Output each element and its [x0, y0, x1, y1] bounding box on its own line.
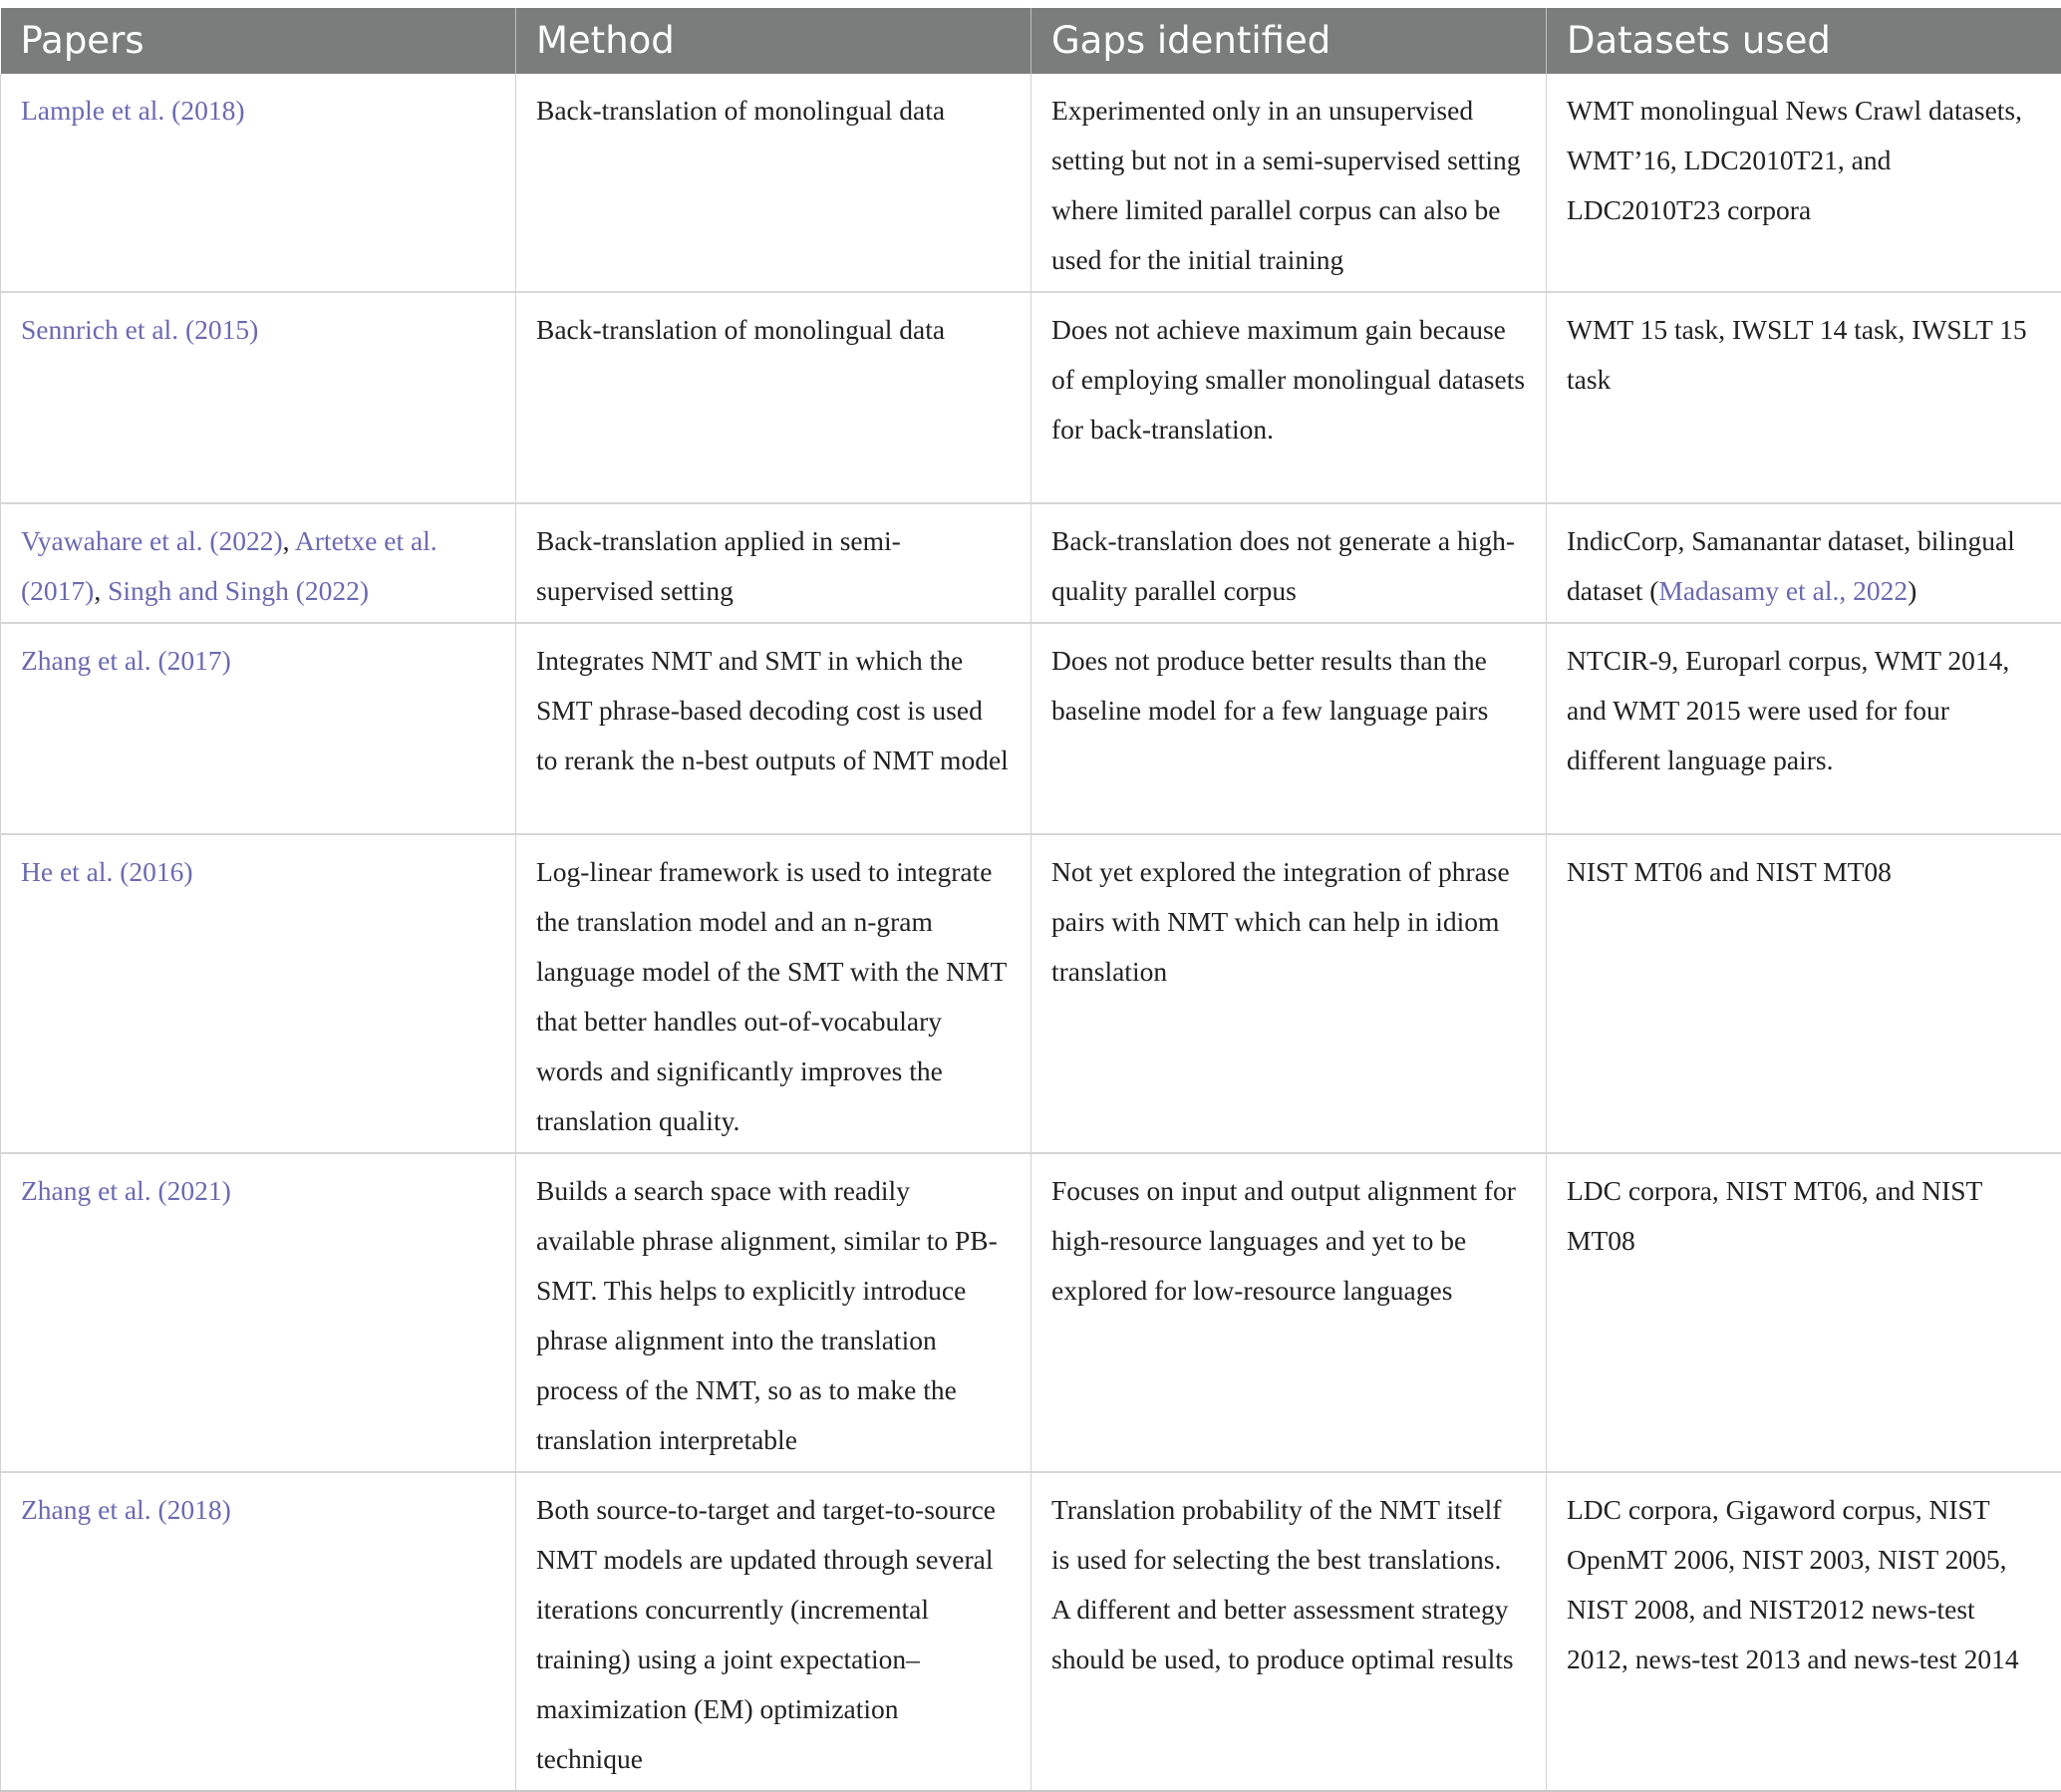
table-row	[1, 1472, 2061, 1791]
table-row	[1, 503, 2061, 623]
method-cell: Integrates NMT and SMT in which the SMT phrase-based decoding cost is used to rerank the n-best outputs of NMT model	[516, 623, 1031, 834]
datasets-cell	[1547, 292, 2061, 503]
datasets-cell	[1547, 503, 2061, 623]
papers-citation-link[interactable]: Artetxe et al. (2017)	[21, 525, 438, 606]
header-papers: Papers	[1, 8, 516, 74]
papers-cell	[1, 623, 516, 834]
table-header	[1, 8, 2061, 74]
papers-citation-link[interactable]: He et al. (2016)	[21, 856, 193, 887]
papers-citation-link[interactable]: Zhang et al. (2017)	[21, 645, 231, 676]
literature-table-container	[0, 8, 2061, 1792]
datasets-citation-link[interactable]: Madasamy et al., 2022	[1658, 575, 1908, 606]
method-cell: Builds a search space with readily available phrase alignment, similar to PB-SMT. This helps to explicitly introduce phrase alignment into the translation process of the NMT, so as to make the translation interpretable	[516, 1153, 1031, 1472]
papers-citation-link[interactable]: Lample et al. (2018)	[21, 95, 245, 126]
datasets-text: LDC corpora, NIST MT06, and NIST MT08	[1567, 1175, 1982, 1256]
papers-text: ,	[283, 525, 295, 556]
papers-cell	[1, 834, 516, 1153]
datasets-cell	[1547, 623, 2061, 834]
papers-cell	[1, 503, 516, 623]
datasets-text: IndicCorp, Samanantar dataset, bilingual dataset (	[1567, 525, 2015, 606]
gaps-cell: Does not achieve maximum gain because of employing smaller monolingual datasets for back-translation.	[1031, 292, 1547, 503]
method-cell: Both source-to-target and target-to-source NMT models are updated through several iterations concurrently (incremental training) using a joint expectation–maximization (EM) optimization technique	[516, 1472, 1031, 1791]
datasets-text: WMT monolingual News Crawl datasets, WMT’16, LDC2010T21, and LDC2010T23 corpora	[1567, 95, 2022, 225]
table-row	[1, 1153, 2061, 1472]
datasets-text: LDC corpora, Gigaword corpus, NIST OpenMT 2006, NIST 2003, NIST 2005, NIST 2008, and NIST2012 news-test 2012, news-test 2013 and news-test 2014	[1567, 1494, 2019, 1674]
gaps-cell: Translation probability of the NMT itself is used for selecting the best translations. A different and better assessment strategy should be used, to produce optimal results	[1031, 1472, 1547, 1791]
papers-citation-link[interactable]: Zhang et al. (2018)	[21, 1494, 231, 1525]
header-gaps-identified: Gaps identified	[1031, 8, 1547, 74]
datasets-text: NTCIR-9, Europarl corpus, WMT 2014, and WMT 2015 were used for four different language pairs.	[1567, 645, 2009, 775]
datasets-text: )	[1908, 575, 1916, 606]
papers-cell	[1, 74, 516, 292]
gaps-cell: Back-translation does not generate a high-quality parallel corpus	[1031, 503, 1547, 623]
literature-review-table	[0, 8, 2061, 1792]
gaps-cell: Not yet explored the integration of phrase pairs with NMT which can help in idiom translation	[1031, 834, 1547, 1153]
papers-citation-link[interactable]: Vyawahare et al. (2022)	[21, 525, 283, 556]
papers-cell	[1, 1153, 516, 1472]
gaps-cell: Experimented only in an unsupervised setting but not in a semi-supervised setting where limited parallel corpus can also be used for the initial training	[1031, 74, 1547, 292]
method-cell: Back-translation of monolingual data	[516, 292, 1031, 503]
datasets-cell	[1547, 1472, 2061, 1791]
table-row	[1, 292, 2061, 503]
papers-citation-link[interactable]: Sennrich et al. (2015)	[21, 314, 258, 345]
datasets-text: NIST MT06 and NIST MT08	[1567, 856, 1892, 887]
header-datasets-used: Datasets used	[1547, 8, 2061, 74]
method-cell: Back-translation applied in semi-supervised setting	[516, 503, 1031, 623]
header-row	[1, 8, 2061, 74]
table-body	[1, 74, 2061, 1791]
gaps-cell: Does not produce better results than the baseline model for a few language pairs	[1031, 623, 1547, 834]
datasets-cell	[1547, 1153, 2061, 1472]
header-method: Method	[516, 8, 1031, 74]
table-row	[1, 623, 2061, 834]
method-cell: Back-translation of monolingual data	[516, 74, 1031, 292]
datasets-text: WMT 15 task, IWSLT 14 task, IWSLT 15 task	[1567, 314, 2027, 395]
papers-cell	[1, 1472, 516, 1791]
papers-citation-link[interactable]: Singh and Singh (2022)	[108, 575, 369, 606]
table-row	[1, 834, 2061, 1153]
papers-citation-link[interactable]: Zhang et al. (2021)	[21, 1175, 231, 1206]
papers-cell	[1, 292, 516, 503]
datasets-cell	[1547, 74, 2061, 292]
gaps-cell: Focuses on input and output alignment for high-resource languages and yet to be explored for low-resource languages	[1031, 1153, 1547, 1472]
table-row	[1, 74, 2061, 292]
datasets-cell	[1547, 834, 2061, 1153]
papers-text: ,	[94, 575, 108, 606]
method-cell: Log-linear framework is used to integrate the translation model and an n-gram language model of the SMT with the NMT that better handles out-of-vocabulary words and significantly improves the translation quality.	[516, 834, 1031, 1153]
